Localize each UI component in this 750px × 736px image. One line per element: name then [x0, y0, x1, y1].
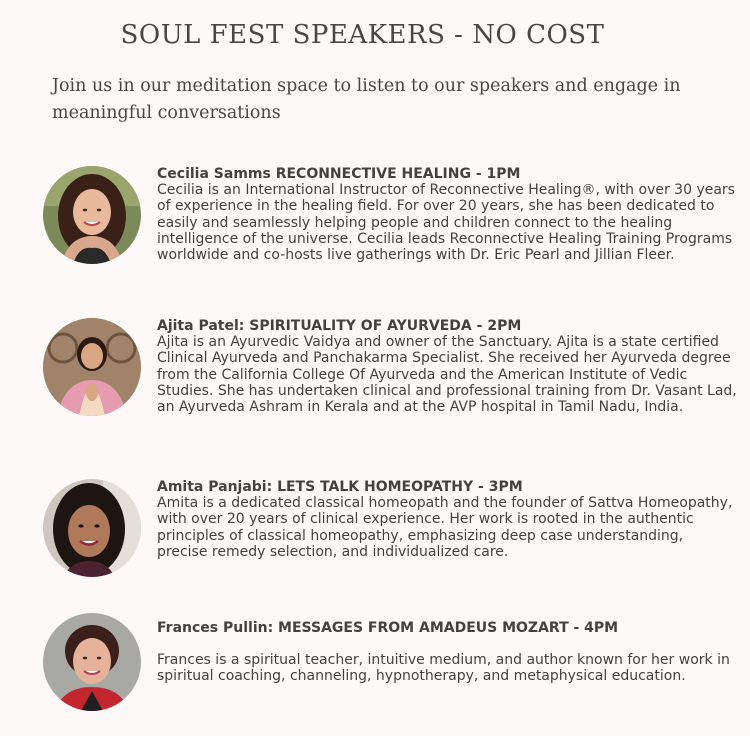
page-title: SOUL FEST SPEAKERS - NO COST	[120, 20, 605, 50]
speaker-bio: Ajita is an Ayurvedic Vaidya and owner of the Sanctuary. Ajita is a state certified Clinical Ayurveda and Panchakarma Specialist. She received her Ayurveda degree from the California College Of Ayurveda and the American Institute of Vedic Studies. She has undertaken clinical and professional training from Dr. Vasant Lad, an Ayurveda Ashram in Kerala and at the AVP hospital in Tamil Nadu, India.	[157, 334, 737, 416]
speaker-heading: Frances Pullin: MESSAGES FROM AMADEUS MOZART - 4PM	[157, 620, 619, 636]
speaker-photo-cecilia	[43, 166, 141, 264]
portrait-image	[43, 318, 141, 416]
speaker-heading: Ajita Patel: SPIRITUALITY OF AYURVEDA - 2PM	[157, 318, 522, 334]
speaker-photo-amita	[43, 479, 141, 577]
intro-text: Join us in our meditation space to listen to our speakers and engage in meaningful conversations	[52, 76, 681, 123]
speaker-heading: Amita Panjabi: LETS TALK HOMEOPATHY - 3PM	[157, 479, 523, 495]
portrait-image	[43, 166, 141, 264]
speaker-photo-ajita	[43, 318, 141, 416]
speaker-bio: Cecilia is an International Instructor of Reconnective Healing®, with over 30 years of experience in the healing field. For over 20 years, she has been dedicated to easily and seamlessly helping people and children connect to the healing intelligence of the universe. Cecilia leads Reconnective Healing Training Programs worldwide and co-hosts live gatherings with Dr. Eric Pearl and Jillian Fleer.	[157, 182, 735, 264]
speaker-bio: Frances is a spiritual teacher, intuitive medium, and author known for her work in spiritual coaching, channeling, hypnotherapy, and metaphysical education.	[157, 652, 730, 685]
portrait-image	[43, 613, 141, 711]
portrait-image	[43, 479, 141, 577]
speaker-photo-frances	[43, 613, 141, 711]
speaker-heading: Cecilia Samms RECONNECTIVE HEALING - 1PM	[157, 166, 521, 182]
speaker-bio: Amita is a dedicated classical homeopath and the founder of Sattva Homeopathy, with over 20 years of clinical experience. Her work is rooted in the authentic principles of classical homeopathy, emphasizing deep case understanding, precise remedy selection, and individualized care.	[157, 495, 733, 560]
